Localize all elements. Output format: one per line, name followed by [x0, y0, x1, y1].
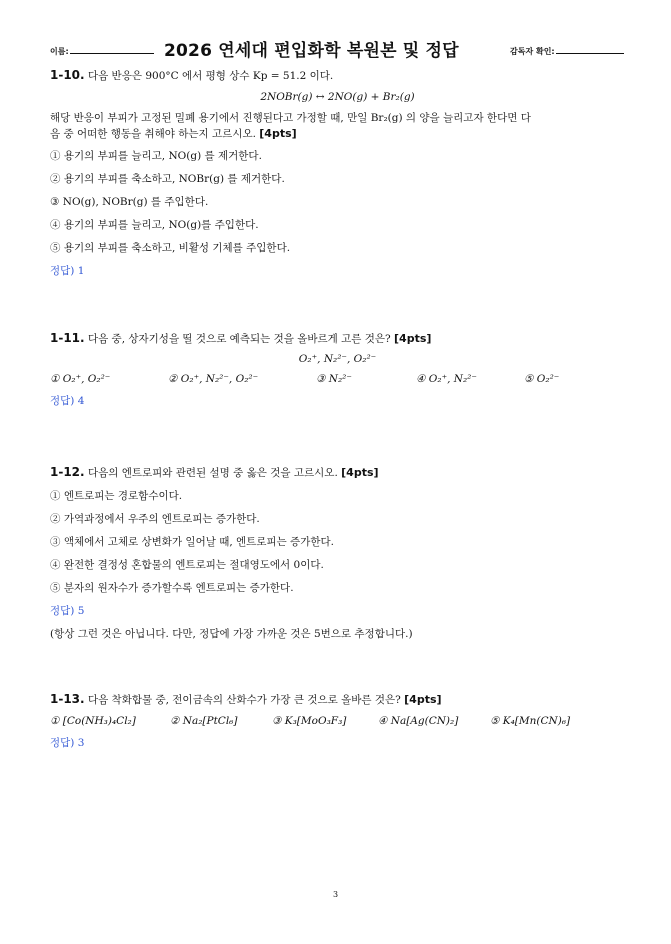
- choice-2: ② Na₂[PtCl₆]: [170, 715, 238, 727]
- choice-1: ① 엔트로피는 경로함수이다.: [50, 490, 183, 502]
- choice-3: ③ K₃[MoO₃F₃]: [272, 715, 347, 727]
- page-header: [50, 36, 624, 61]
- choice-3: ③ N₂²⁻: [316, 373, 352, 385]
- choice-2: ② 가역과정에서 우주의 엔트로피는 증가한다.: [50, 513, 260, 525]
- name-blank-line: [70, 53, 154, 54]
- supervisor-label: 감독자 확인:: [510, 47, 555, 56]
- question-text: 다음 착화합물 중, 전이금속의 산화수가 가장 큰 것으로 올바른 것은?: [87, 694, 401, 706]
- choice-4: ④ 완전한 결정성 혼합물의 엔트로피는 절대영도에서 0이다.: [50, 559, 324, 571]
- choices-row: [50, 715, 625, 733]
- choice-4: ④ 용기의 부피를 늘리고, NO(g)를 주입한다.: [50, 219, 259, 231]
- answer-text: 정답) 5: [50, 605, 85, 617]
- choice-5: ⑤ 분자의 원자수가 증가할수록 엔트로피는 증가한다.: [50, 582, 294, 594]
- question-text: 다음 반응은 900°C 에서 평형 상수 Kp = 51.2 이다.: [87, 70, 334, 82]
- question-text: 다음 중, 상자기성을 띨 것으로 예측되는 것을 올바르게 고른 것은?: [87, 333, 391, 345]
- choice-5: ⑤ 용기의 부피를 축소하고, 비활성 기체를 주입한다.: [50, 242, 291, 254]
- choice-2: ② O₂⁺, N₂²⁻, O₂²⁻: [168, 373, 259, 385]
- question-1-13: [50, 692, 625, 751]
- question-number: 1-11.: [50, 331, 85, 345]
- points-label: [4pts]: [341, 466, 379, 479]
- answer-note: (항상 그런 것은 아닙니다. 다만, 정답에 가장 가까운 것은 5번으로 추정합니다.): [50, 628, 413, 640]
- question-number: 1-12.: [50, 465, 85, 479]
- question-1-12: [50, 465, 625, 642]
- points-label: [4pts]: [394, 332, 432, 345]
- question-stem: [50, 465, 625, 481]
- choice-5: ⑤ O₂²⁻: [524, 373, 560, 385]
- question-1-10: [50, 68, 625, 279]
- supervisor-blank-line: [556, 53, 624, 54]
- choice-1: ① [Co(NH₃)₄Cl₂]: [50, 715, 136, 727]
- species-list: O₂⁺, N₂²⁻, O₂²⁻: [298, 353, 377, 365]
- choice-1: ① 용기의 부피를 늘리고, NO(g) 를 제거한다.: [50, 150, 262, 162]
- choice-2: ② 용기의 부피를 축소하고, NOBr(g) 를 제거한다.: [50, 173, 285, 185]
- choice-3: ③ NO(g), NOBr(g) 를 주입한다.: [50, 196, 209, 208]
- answer-text: 정답) 1: [50, 265, 85, 277]
- choices-row: [50, 373, 625, 391]
- choice-3: ③ 액체에서 고체로 상변화가 일어날 때, 엔트로피는 증가한다.: [50, 536, 334, 548]
- question-stem: [50, 692, 625, 708]
- name-label: 이름:: [50, 47, 69, 56]
- answer-text: 정답) 3: [50, 737, 85, 749]
- choice-4: ④ Na[Ag(CN)₂]: [378, 715, 459, 727]
- question-stem: [50, 68, 625, 84]
- question-body-text: 음 중 어떠한 행동을 취해야 하는지 고르시오.: [50, 128, 256, 140]
- page-title: 2026 연세대 편입화학 복원본 및 정답: [164, 41, 459, 61]
- question-number: 1-10.: [50, 68, 85, 82]
- question-body-line: [50, 126, 625, 142]
- question-body-line: 해당 반응이 부피가 고정된 밀폐 용기에서 진행된다고 가정할 때, 만일 Br₂(g) 의 양을 늘리고자 한다면 다: [50, 112, 531, 124]
- answer-text: 정답) 4: [50, 395, 85, 407]
- choice-4: ④ O₂⁺, N₂²⁻: [416, 373, 477, 385]
- question-stem: [50, 331, 625, 347]
- page-number: 3: [332, 890, 339, 899]
- choice-1: ① O₂⁺, O₂²⁻: [50, 373, 111, 385]
- points-label: [4pts]: [259, 127, 297, 140]
- equation: 2NOBr(g) ↔ 2NO(g) + Br₂(g): [260, 91, 415, 103]
- question-text: 다음의 엔트로피와 관련된 설명 중 옳은 것을 고르시오.: [87, 467, 338, 479]
- choice-5: ⑤ K₄[Mn(CN)₆]: [490, 715, 571, 727]
- question-1-11: [50, 331, 625, 409]
- question-number: 1-13.: [50, 692, 85, 706]
- points-label: [4pts]: [404, 693, 442, 706]
